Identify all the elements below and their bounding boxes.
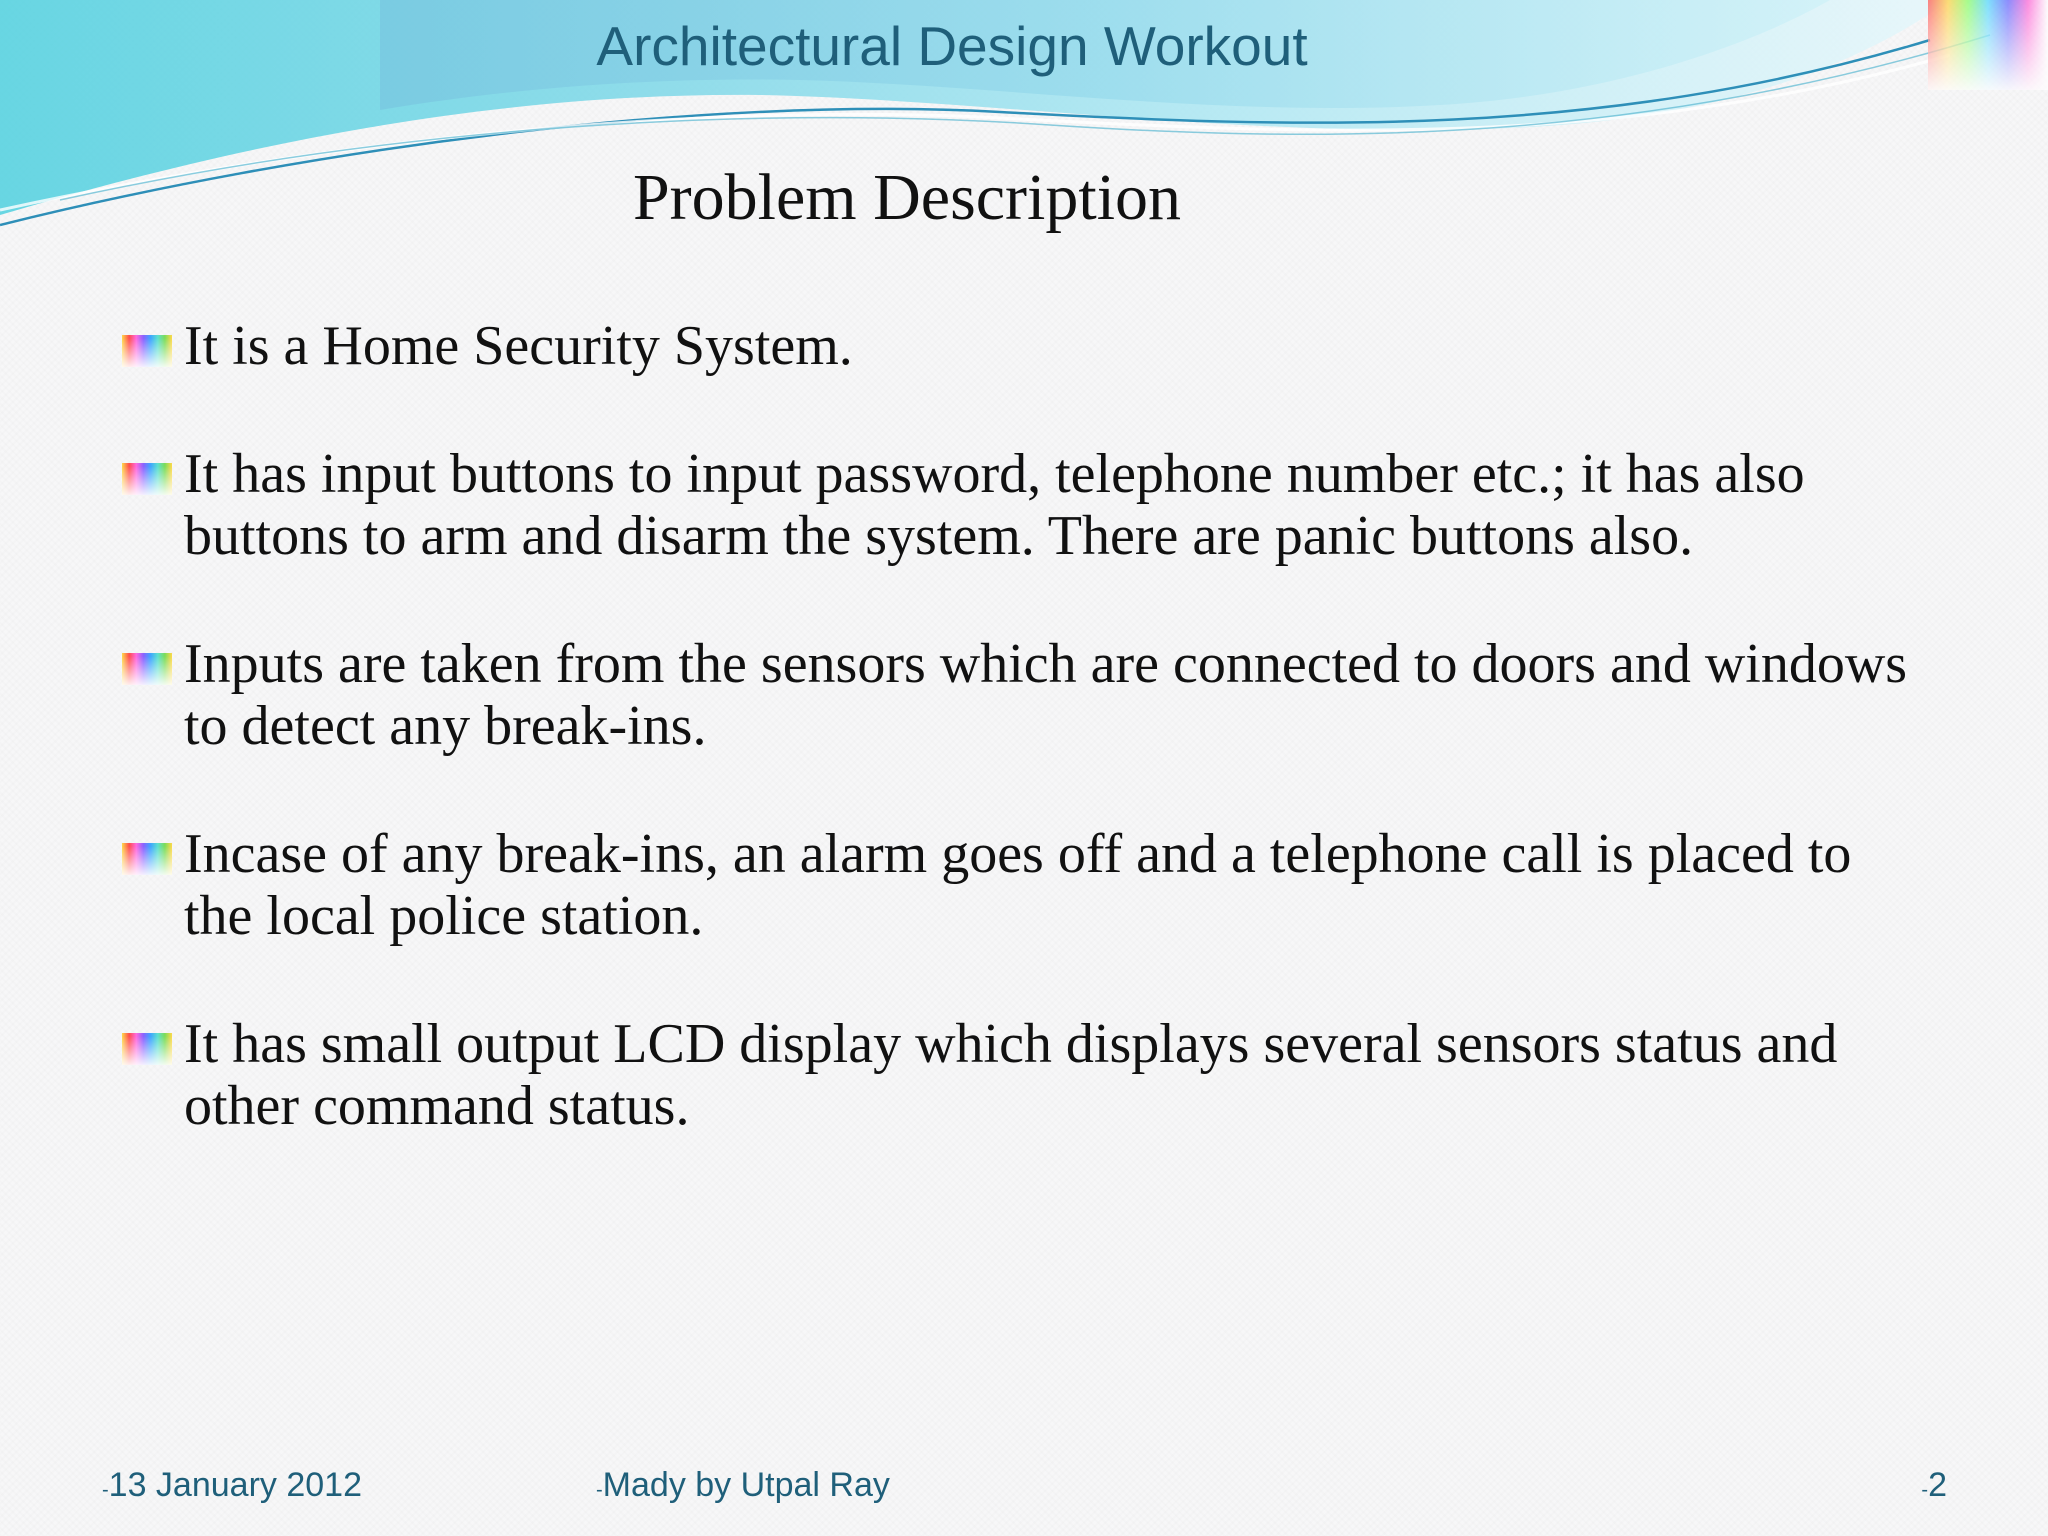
footer-dash: - [102, 1479, 109, 1501]
footer-page-number [1921, 1466, 1947, 1505]
footer-dash: - [596, 1479, 603, 1501]
bullet-item [122, 633, 1922, 757]
footer-author [596, 1466, 890, 1505]
slide-title: Problem Description [632, 161, 1182, 234]
bullet-item [122, 315, 1922, 377]
footer-date-text: 13 January 2012 [108, 1466, 362, 1504]
rainbow-bullet-icon [122, 335, 172, 367]
deck-title: Architectural Design Workout [596, 15, 1308, 77]
footer-author-text: Mady by Utpal Ray [602, 1466, 890, 1504]
bullet-item [122, 1013, 1922, 1137]
rainbow-bullet-icon [122, 1033, 172, 1065]
rainbow-bullet-icon [122, 463, 172, 495]
footer-dash: - [1921, 1479, 1929, 1501]
bullet-list [122, 315, 1922, 1203]
bullet-text: It is a Home Security System. [184, 315, 853, 377]
rainbow-bullet-icon [122, 843, 172, 875]
bullet-text: It has small output LCD display which displays several sensors status and other command status. [184, 1013, 1838, 1137]
bullet-item [122, 823, 1922, 947]
bullet-text: It has input buttons to input password, telephone number etc.; it has also buttons to arm and disarm the system. There are panic buttons also. [184, 443, 1805, 567]
bullet-text: Inputs are taken from the sensors which are connected to doors and windows to detect any break-ins. [184, 633, 1908, 757]
bullet-text: Incase of any break-ins, an alarm goes off and a telephone call is placed to the local police station. [184, 823, 1852, 947]
rainbow-bullet-icon [122, 653, 172, 685]
footer-page-text: 2 [1928, 1466, 1947, 1504]
bullet-item [122, 443, 1922, 567]
corner-color-swatch [1928, 0, 2048, 90]
footer-date [102, 1466, 362, 1505]
